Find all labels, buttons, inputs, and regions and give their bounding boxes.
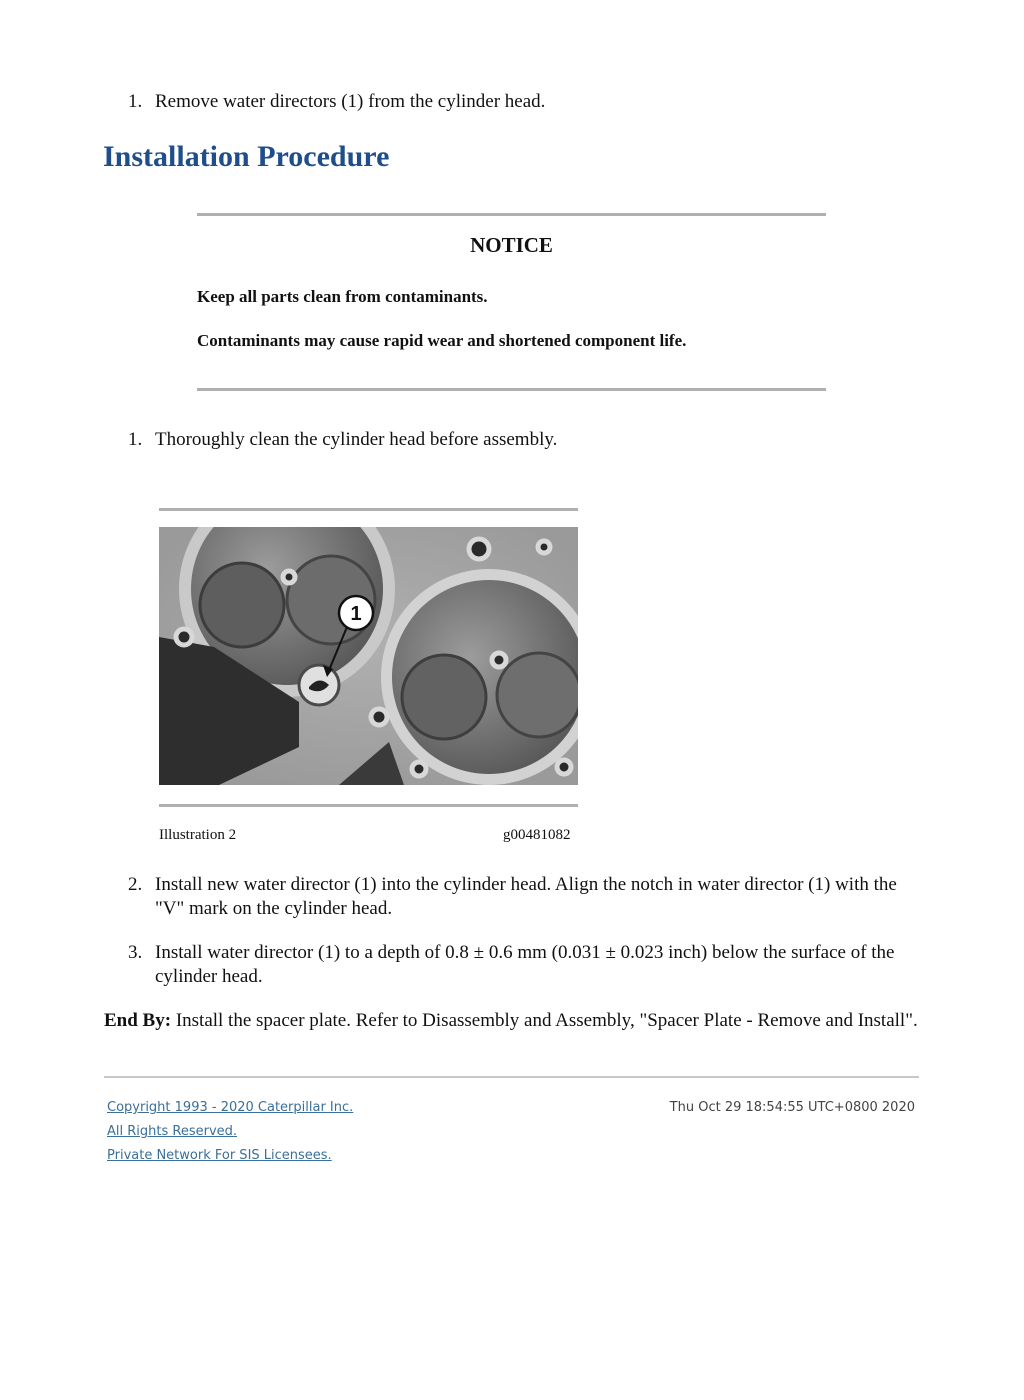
illustration-caption-label: Illustration 2 [159, 827, 237, 843]
timestamp: Thu Oct 29 18:54:55 UTC+0800 2020 [669, 1100, 915, 1115]
step-text: Install new water director (1) into the cylinder head. Align the notch in water director (1) with the "V" mark on the cylinder head. [155, 874, 897, 919]
step-number: 1. [128, 91, 143, 112]
step-number: 1. [128, 429, 143, 450]
step-text: Remove water directors (1) from the cylinder head. [155, 91, 546, 112]
step-number: 3. [128, 942, 143, 963]
cylinder-head-photo [159, 527, 578, 785]
step-text: Thoroughly clean the cylinder head before assembly. [155, 429, 558, 450]
end-by-text: Install the spacer plate. Refer to Disassembly and Assembly, "Spacer Plate - Remove and Install". [175, 1010, 918, 1031]
end-by-label: End By: [104, 1010, 172, 1031]
step-text: Install water director (1) to a depth of 0.8 ± 0.6 mm (0.031 ± 0.023 inch) below the surface of the cylinder head. [155, 942, 895, 987]
notice-bottom-rule [197, 388, 826, 391]
notice-line-2: Contaminants may cause rapid wear and shortened component life. [197, 331, 687, 350]
rights-link[interactable]: All Rights Reserved. [107, 1124, 238, 1139]
private-network-link[interactable]: Private Network For SIS Licensees. [107, 1148, 332, 1163]
copyright-link[interactable]: Copyright 1993 - 2020 Caterpillar Inc. [107, 1100, 354, 1115]
step-number: 2. [128, 874, 143, 895]
illustration-caption-id: g00481082 [503, 827, 571, 843]
illustration-top-rule [159, 508, 578, 511]
footer-divider [104, 1076, 919, 1078]
illustration-bottom-rule [159, 804, 578, 807]
callout-label: 1 [350, 603, 362, 625]
installation-procedure-heading: Installation Procedure [103, 140, 390, 173]
notice-top-rule [197, 213, 826, 216]
end-by-paragraph [104, 1009, 922, 1033]
notice-title: NOTICE [470, 233, 553, 257]
notice-line-1: Keep all parts clean from contaminants. [197, 287, 488, 306]
